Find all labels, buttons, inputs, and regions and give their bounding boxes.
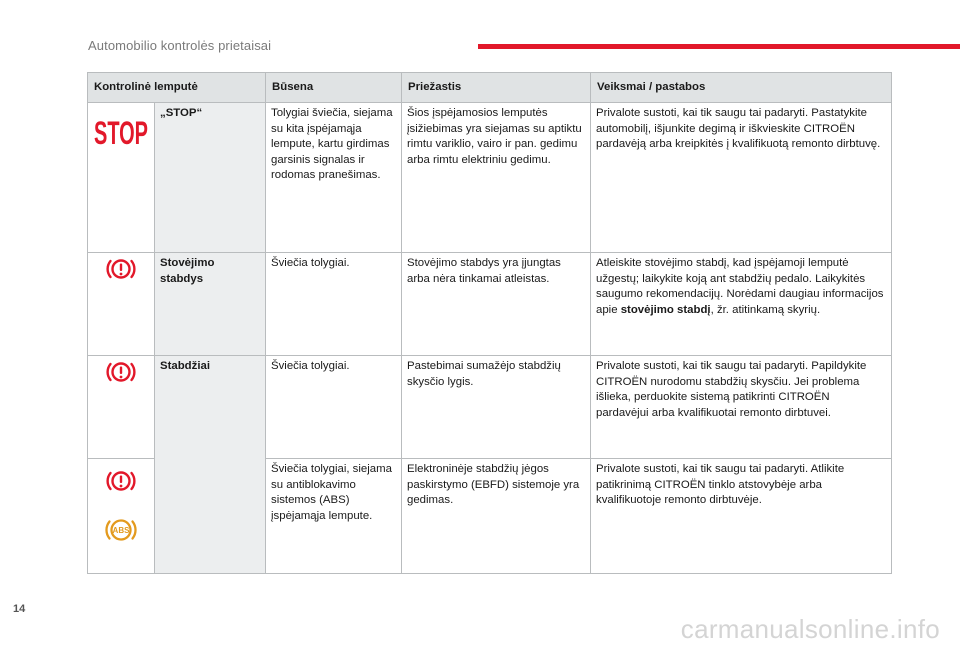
lamp-state: Šviečia tolygiai.: [266, 253, 402, 356]
lamp-icon-cell: [88, 103, 155, 253]
watermark: carmanualsonline.info: [680, 614, 940, 644]
lamp-reason: Elektroninėje stabdžių jėgos paskirstymo (EBFD) sistemoje yra gedimas.: [402, 459, 591, 574]
table-row: [88, 103, 892, 253]
parking-brake-warning-icon: [105, 256, 137, 282]
column-header-reason: Priežastis: [402, 73, 591, 103]
lamp-name: „STOP“: [155, 103, 266, 253]
column-header-state: Būsena: [266, 73, 402, 103]
lamp-icon-cell: [88, 459, 155, 574]
action-text-3-prefix: Norėdami daugiau informacijos apie: [596, 288, 884, 316]
abs-warning-icon: [104, 516, 138, 544]
svg-text:ABS: ABS: [112, 526, 129, 535]
lamp-state: Tolygiai šviečia, siejama su kita įspėjamąja lempute, kartu girdimas garsinis signalas ir rodomas pranešimas.: [266, 103, 402, 253]
action-text-2: Laikykitės saugumo rekomendacijų.: [596, 272, 866, 301]
lamp-state: Šviečia tolygiai.: [266, 356, 402, 459]
lamp-icon-cell: [88, 253, 155, 356]
section-title: Automobilio kontrolės prietaisai: [88, 38, 272, 53]
column-header-action: Veiksmai / pastabos: [591, 73, 892, 103]
lamp-reason: Stovėjimo stabdys yra įjungtas arba nėra tinkamai atleistas.: [402, 253, 591, 356]
lamp-name: Stovėjimo stabdys: [155, 253, 266, 356]
lamp-name: Stabdžiai: [155, 356, 266, 574]
lamp-action: [591, 253, 892, 356]
svg-text:STOP: STOP: [94, 115, 148, 151]
stop-warning-icon: [93, 115, 149, 149]
warning-lamps-table: [87, 72, 892, 574]
action-text-3-suffix: , žr. atitinkamą skyrių.: [710, 303, 821, 316]
lamp-action: Privalote sustoti, kai tik saugu tai padaryti. Atlikite patikrinimą CITROËN tinklo atstovybėje arba kvalifikuotoje remonto dirbtuvėje.: [591, 459, 892, 574]
lamp-reason: Šios įspėjamosios lemputės įsižiebimas yra siejamas su aptiktu rimtu variklio, vairo ir pan. gedimu arba rimtu elektriniu gedimu.: [402, 103, 591, 253]
lamp-reason: Pastebimai sumažėjo stabdžių skysčio lygis.: [402, 356, 591, 459]
header-accent-bar: [478, 44, 960, 49]
page-number: 14: [13, 603, 26, 615]
lamp-action: Privalote sustoti, kai tik saugu tai padaryti. Pastatykite automobilį, išjunkite degimą ir iškvieskite CITROËN pardavėją arba kreipkitės į kvalifikuotą remonto dirbtuvę.: [591, 103, 892, 253]
action-text-1: Atleiskite stovėjimo stabdį, kad įspėjamoji lemputė užgestų; laikykite koją ant stabdžių pedalo.: [596, 257, 849, 285]
brake-warning-icon: [105, 359, 137, 385]
brake-warning-icon: [105, 468, 137, 494]
column-header-lamp: Kontrolinė lemputė: [88, 73, 266, 103]
table-header-row: [88, 73, 892, 103]
action-text-3-bold: stovėjimo stabdį: [620, 303, 711, 316]
lamp-icon-cell: [88, 356, 155, 459]
table-row: [88, 356, 892, 459]
lamp-state: Šviečia tolygiai, siejama su antiblokavimo sistemos (ABS) įspėjamąja lempute.: [266, 459, 402, 574]
lamp-action: Privalote sustoti, kai tik saugu tai padaryti. Papildykite CITROËN nurodomu stabdžių skysčiu. Jei problema išlieka, perduokite sistemą patikrinti CITROËN pardavėjui arba kvalifikuotai remonto dirbtuvei.: [591, 356, 892, 459]
table-row: [88, 253, 892, 356]
